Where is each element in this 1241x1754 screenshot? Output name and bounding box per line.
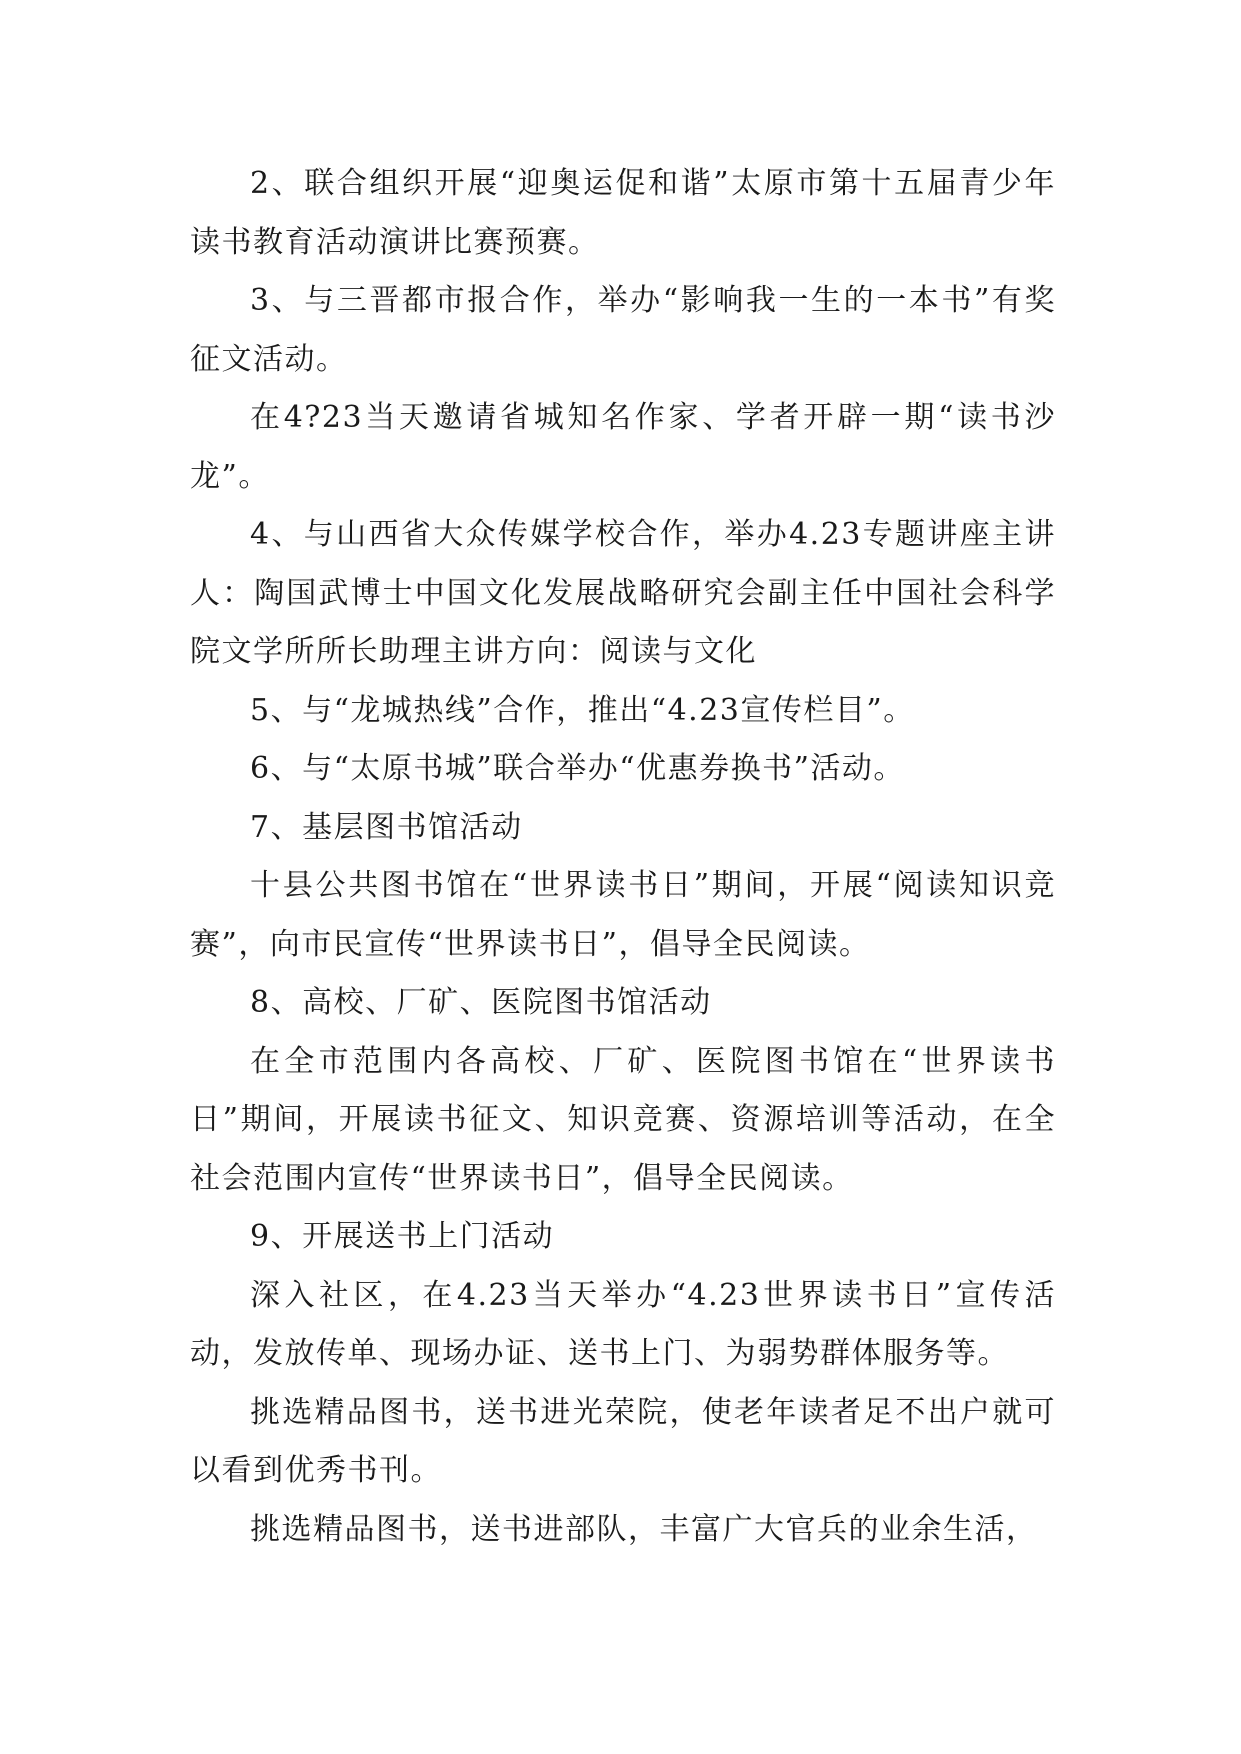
paragraph: 2、联合组织开展“迎奥运促和谐”太原市第十五届青少年读书教育活动演讲比赛预赛。 bbox=[190, 166, 1056, 260]
paragraph: 挑选精品图书，送书进部队，丰富广大官兵的业余生活， bbox=[250, 1511, 1038, 1547]
paragraph: 4、与山西省大众传媒学校合作，举办4.23专题讲座主讲人：陶国武博士中国文化发展战略研究会副主任中国社会科学院文学所所长助理主讲方向：阅读与文化 bbox=[190, 517, 1056, 669]
paragraph: 十县公共图书馆在“世界读书日”期间，开展“阅读知识竞赛”，向市民宣传“世界读书日”，倡导全民阅读。 bbox=[190, 868, 1056, 962]
paragraph: 在4?23当天邀请省城知名作家、学者开辟一期“读书沙龙”。 bbox=[190, 400, 1056, 494]
document-body bbox=[190, 155, 1056, 1559]
paragraph: 9、开展送书上门活动 bbox=[250, 1219, 555, 1254]
paragraph: 8、高校、厂矿、医院图书馆活动 bbox=[250, 985, 712, 1020]
paragraph: 6、与“太原书城”联合举办“优惠券换书”活动。 bbox=[250, 751, 905, 786]
paragraph: 在全市范围内各高校、厂矿、医院图书馆在“世界读书日”期间，开展读书征文、知识竞赛、资源培训等活动，在全社会范围内宣传“世界读书日”，倡导全民阅读。 bbox=[190, 1043, 1056, 1196]
paragraph: 深入社区，在4.23当天举办“4.23世界读书日”宣传活动，发放传单、现场办证、送书上门、为弱势群体服务等。 bbox=[190, 1277, 1056, 1371]
paragraph: 3、与三晋都市报合作，举办“影响我一生的一本书”有奖征文活动。 bbox=[190, 283, 1056, 377]
paragraph: 7、基层图书馆活动 bbox=[250, 809, 523, 845]
paragraph: 5、与“龙城热线”合作，推出“4.23宣传栏目”。 bbox=[250, 692, 915, 728]
paragraph: 挑选精品图书，送书进光荣院，使老年读者足不出户就可以看到优秀书刊。 bbox=[190, 1394, 1056, 1488]
